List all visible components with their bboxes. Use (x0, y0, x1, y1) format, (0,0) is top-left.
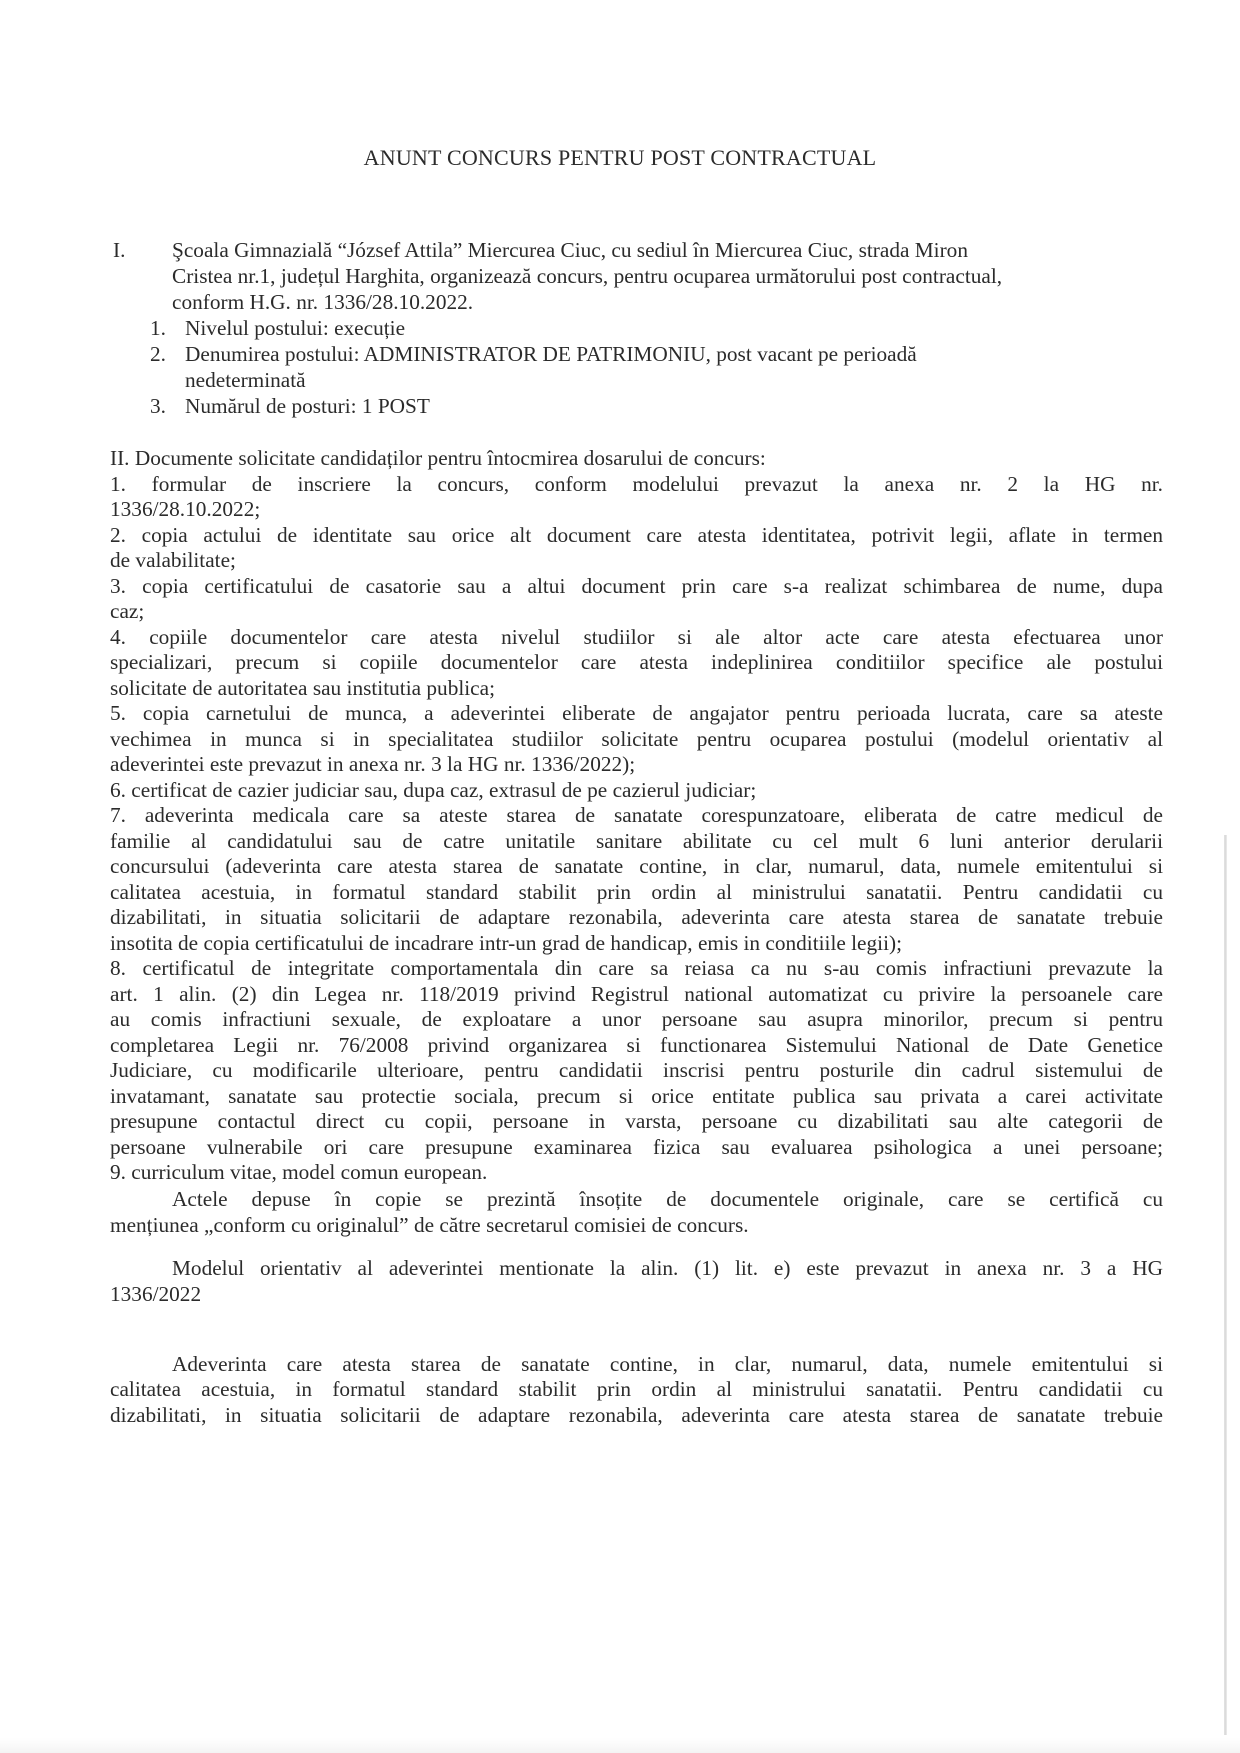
document-line: de valabilitate; (110, 548, 236, 572)
document-line: 8. certificatul de integritate comportamentala din care sa reiasa ca nu s-au comis infractiuni prevazute la (110, 956, 1163, 980)
section-1-numeral: I. (113, 238, 126, 262)
list-item-number: 1. (150, 316, 166, 340)
document-line: vechimea in munca si in specialitatea studiilor solicitate pentru ocuparea postului (modelul orientativ al (110, 727, 1163, 751)
document-line: 1. formular de inscriere la concurs, conform modelului prevazut la anexa nr. 2 la HG nr. (110, 472, 1163, 496)
document-line: 6. certificat de cazier judiciar sau, dupa caz, extrasul de pe cazierul judiciar; (110, 778, 757, 802)
section-2-heading: II. Documente solicitate candidaților pentru întocmirea dosarului de concurs: (110, 446, 766, 470)
document-line: persoane vulnerabile ori care presupune examinarea fizica sau evaluarea psihologica a unei persoane; (110, 1135, 1163, 1159)
document-line: Judiciare, cu modificarile ulterioare, pentru candidatii inscrisi pentru posturile din cadrul sistemului de (110, 1058, 1163, 1082)
document-line: art. 1 alin. (2) din Legea nr. 118/2019 privind Registrul national automatizat cu privire la persoanele care (110, 982, 1163, 1006)
document-line: presupune contactul direct cu copii, persoane in varsta, persoane cu dizabilitati sau alte categorii de (110, 1109, 1163, 1133)
paragraph-line: calitatea acestuia, in formatul standard stabilit prin ordin al ministrului sanatatii. Pentru candidatii cu (110, 1377, 1163, 1401)
paragraph-line: 1336/2022 (110, 1282, 202, 1306)
document-line: 2. copia actului de identitate sau orice alt document care atesta identitatea, potrivit legii, aflate in termen (110, 523, 1163, 547)
section-1-line: Şcoala Gimnazială “József Attila” Miercurea Ciuc, cu sediul în Miercurea Ciuc, strada Miron (172, 238, 968, 262)
document-line: solicitate de autoritatea sau institutia publica; (110, 676, 495, 700)
paragraph-line: dizabilitati, in situatia solicitarii de adaptare rezonabila, adeverinta care atesta starea de sanatate trebuie (110, 1403, 1163, 1427)
list-item-position-name: Denumirea postului: ADMINISTRATOR DE PATRIMONIU, post vacant pe perioadă (185, 342, 917, 366)
list-item-number: 3. (150, 394, 166, 418)
document-line: 9. curriculum vitae, model comun european. (110, 1160, 488, 1184)
section-1-line: Cristea nr.1, județul Harghita, organizează concurs, pentru ocuparea următorului post contractual, (172, 264, 1003, 288)
paragraph-line: Modelul orientativ al adeverintei mentionate la alin. (1) lit. e) este prevazut in anexa nr. 3 a HG (172, 1256, 1163, 1280)
list-item-number: 2. (150, 342, 166, 366)
scan-bottom-shadow (0, 1738, 1240, 1753)
document-line: familie al candidatului sau de catre unitatile sanitare abilitate cu cel mult 6 luni anterior derularii (110, 829, 1163, 853)
paragraph-line: Actele depuse în copie se prezintă însoțite de documentele originale, care se certifică cu (172, 1187, 1163, 1211)
scan-edge-shadow (1224, 835, 1227, 1735)
document-line: 5. copia carnetului de munca, a adeverintei eliberate de angajator pentru perioada lucrata, care sa ateste (110, 701, 1163, 725)
document-line: dizabilitati, in situatia solicitarii de adaptare rezonabila, adeverinta care atesta starea de sanatate trebuie (110, 905, 1163, 929)
document-title: ANUNT CONCURS PENTRU POST CONTRACTUAL (363, 145, 877, 170)
list-item-post-count: Numărul de posturi: 1 POST (185, 394, 430, 418)
document-line: adeverintei este prevazut in anexa nr. 3 la HG nr. 1336/2022); (110, 752, 636, 776)
document-line: concursului (adeverinta care atesta starea de sanatate contine, in clar, numarul, data, numele emitentului si (110, 854, 1163, 878)
paragraph-line: Adeverinta care atesta starea de sanatate contine, in clar, numarul, data, numele emitentului si (172, 1352, 1163, 1376)
document-line: au comis infractiuni sexuale, de exploatare a unor persoane sau asupra minorilor, precum si pentru (110, 1007, 1163, 1031)
document-line: 4. copiile documentelor care atesta nivelul studiilor si ale altor acte care atesta efectuarea unor (110, 625, 1163, 649)
document-line: 3. copia certificatului de casatorie sau a altui document prin care s-a realizat schimbarea de nume, dupa (110, 574, 1163, 598)
document-line: caz; (110, 599, 145, 623)
document-line: calitatea acestuia, in formatul standard stabilit prin ordin al ministrului sanatatii. Pentru candidatii cu (110, 880, 1163, 904)
document-line: specializari, precum si copiile documentelor care atesta indeplinirea conditiilor specifice ale postului (110, 650, 1163, 674)
document-line: insotita de copia certificatului de incadrare intr-un grad de handicap, emis in conditiile legii); (110, 931, 902, 955)
paragraph-line: mențiunea „conform cu originalul” de către secretarul comisiei de concurs. (110, 1213, 749, 1237)
list-item-position-name-cont: nedeterminată (185, 368, 306, 392)
document-line: 1336/28.10.2022; (110, 497, 261, 521)
document-line: 7. adeverinta medicala care sa ateste starea de sanatate corespunzatoare, eliberata de catre medicul de (110, 803, 1163, 827)
document-line: completarea Legii nr. 76/2008 privind organizarea si functionarea Sistemului National de Date Genetice (110, 1033, 1163, 1057)
document-line: invatamant, sanatate sau protectie sociala, precum si orice entitate publica sau privata a carei activitate (110, 1084, 1163, 1108)
section-1-line: conform H.G. nr. 1336/28.10.2022. (172, 290, 474, 314)
list-item-level: Nivelul postului: execuție (185, 316, 406, 340)
